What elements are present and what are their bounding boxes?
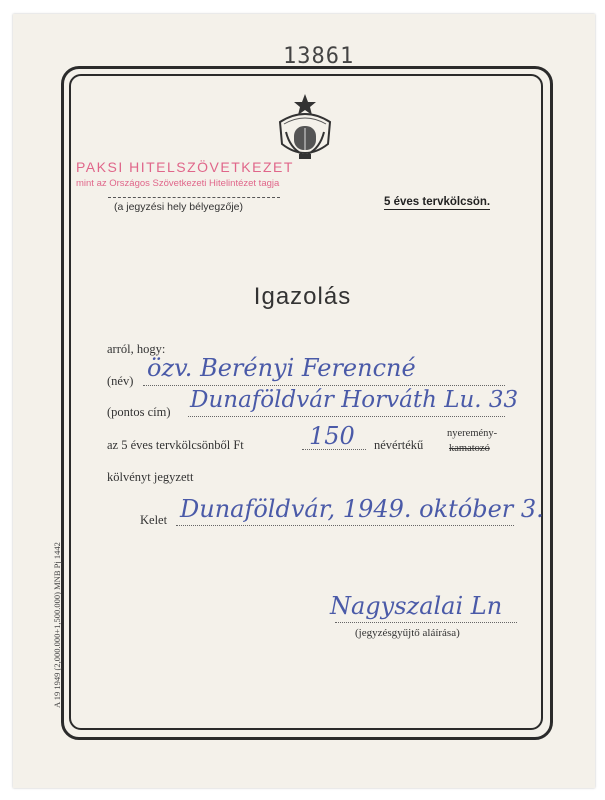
signature-label: (jegyzésgyűjtő aláírása) — [355, 627, 460, 639]
name-label: (név) — [107, 374, 134, 388]
serial-number: 13861 — [283, 44, 355, 69]
stamp-caption: (a jegyzési hely bélyegzője) — [114, 201, 243, 213]
amount-value: 150 — [309, 422, 355, 450]
subscribed-label: kölvényt jegyzett — [107, 470, 194, 484]
name-value: özv. Berényi Ferencné — [147, 354, 416, 382]
side-print-info: A 19 1949 (2,000.000+1,500.000) MNB Pj 1442 — [52, 542, 62, 708]
dated-label: Kelet — [140, 513, 168, 527]
address-line — [188, 416, 505, 417]
amount-label: az 5 éves tervkölcsönből Ft — [107, 438, 244, 452]
cooperative-stamp-subtitle: mint az Országos Szövetkezeti Hitelintézet tagja — [76, 178, 280, 189]
signature-line — [335, 622, 517, 623]
name-line — [143, 385, 505, 386]
cooperative-stamp-title: PAKSI HITELSZÖVETKEZET — [76, 159, 294, 175]
address-value: Dunaföldvár Horváth Lu. 33 — [190, 387, 519, 413]
intro-label: arról, hogy: — [107, 342, 166, 356]
signature: Nagyszalai Ln — [330, 592, 503, 620]
denomination-label: névértékű — [374, 438, 424, 452]
dated-line — [176, 525, 514, 526]
option-prize: nyeremény- — [447, 428, 498, 439]
document-title: Igazolás — [253, 283, 352, 310]
address-label: (pontos cím) — [107, 405, 171, 419]
option-interest: kamatozó — [449, 443, 490, 454]
loan-type-label: 5 éves tervkölcsön. — [384, 196, 491, 208]
stamp-divider — [108, 197, 280, 198]
dated-value: Dunaföldvár, 1949. október 3. — [180, 495, 544, 523]
coat-of-arms-emblem — [272, 92, 338, 164]
